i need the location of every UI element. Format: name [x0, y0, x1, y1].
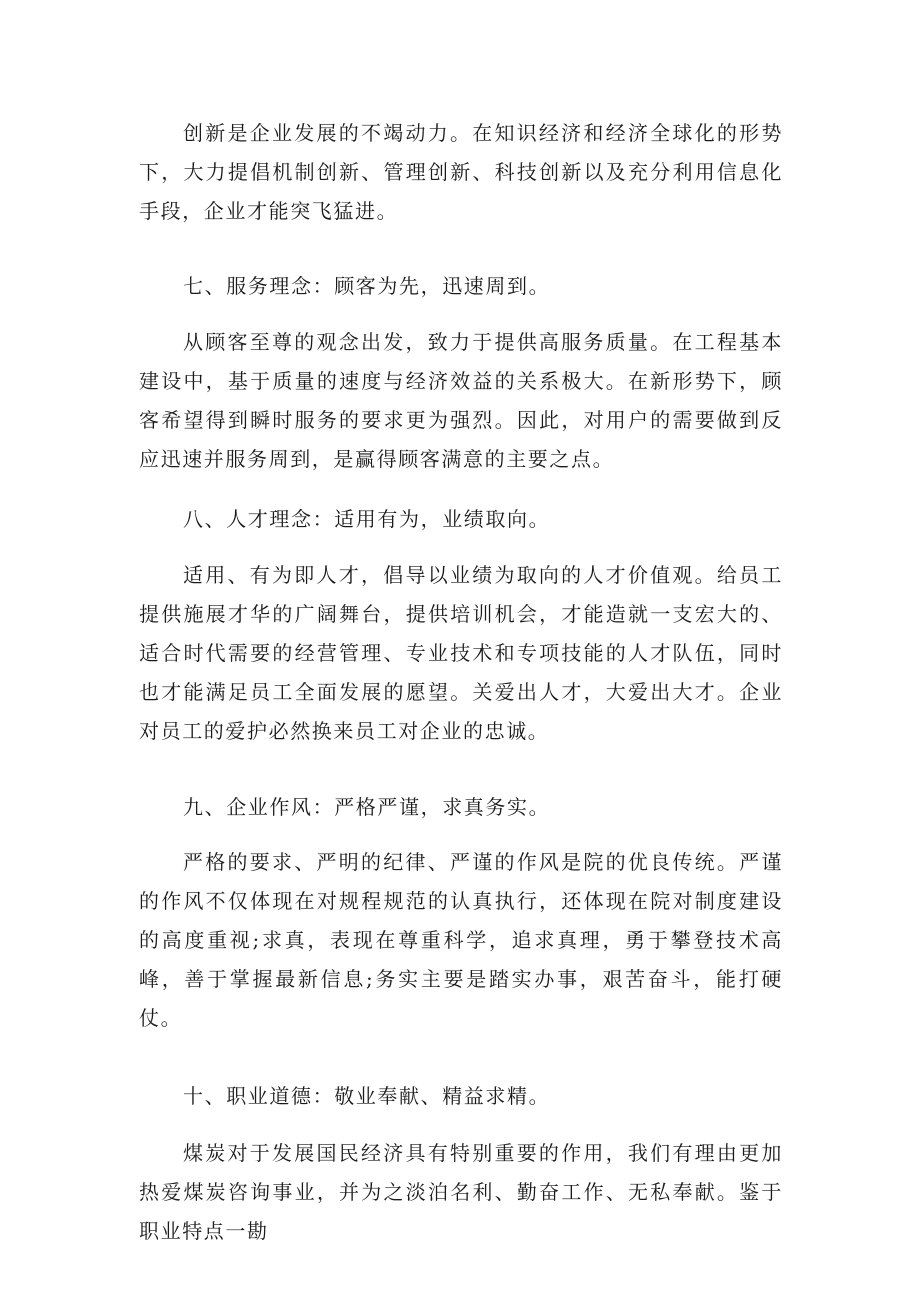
section-heading: 七、服务理念：顾客为先，迅速周到。: [183, 274, 551, 298]
heading-enterprise-style: [139, 788, 783, 827]
heading-talent-concept: [139, 500, 783, 539]
heading-professional-ethics: [139, 1077, 783, 1116]
paragraph-text: 煤炭对于发展国民经济具有特别重要的作用，我们有理由更加热爱煤炭咨询事业，并为之淡泊名利、勤奋工作、无私奉献。鉴于职业特点一勘: [139, 1141, 783, 1243]
paragraph-text: 从顾客至尊的观念出发，致力于提供高服务质量。在工程基本建设中，基于质量的速度与经济效益的关系极大。在新形势下，顾客希望得到瞬时服务的要求更为强烈。因此，对用户的需要做到反应迅速并服务周到，是赢得顾客满意的主要之点。: [139, 330, 783, 471]
section-heading: 八、人才理念：适用有为，业绩取向。: [183, 507, 551, 531]
paragraph-ethics: [139, 1134, 783, 1251]
section-heading: 九、企业作风：严格严谨，求真务实。: [183, 795, 551, 819]
paragraph-text: 适用、有为即人才，倡导以业绩为取向的人才价值观。给员工提供施展才华的广阔舞台，提供培训机会，才能造就一支宏大的、适合时代需要的经营管理、专业技术和专项技能的人才队伍，同时也才能满足员工全面发展的愿望。关爱出人才，大爱出大才。企业对员工的爱护必然换来员工对企业的忠诚。: [139, 563, 783, 743]
paragraph-text: 严格的要求、严明的纪律、严谨的作风是院的优良传统。严谨的作风不仅体现在对规程规范的认真执行，还体现在院对制度建设的高度重视;求真，表现在尊重科学，追求真理，勇于攀登技术高峰，善于掌握最新信息;务实主要是踏实办事，艰苦奋斗，能打硬仗。: [139, 850, 783, 1030]
paragraph-style: [139, 843, 783, 1038]
paragraph-text: 创新是企业发展的不竭动力。在知识经济和经济全球化的形势下，大力提倡机制创新、管理创新、科技创新以及充分利用信息化手段，企业才能突飞猛进。: [139, 121, 783, 223]
paragraph-service: [139, 323, 783, 479]
section-heading: 十、职业道德：敬业奉献、精益求精。: [183, 1084, 551, 1108]
paragraph-innovation: [139, 114, 783, 231]
paragraph-talent: [139, 556, 783, 751]
heading-service-concept: [139, 267, 783, 306]
